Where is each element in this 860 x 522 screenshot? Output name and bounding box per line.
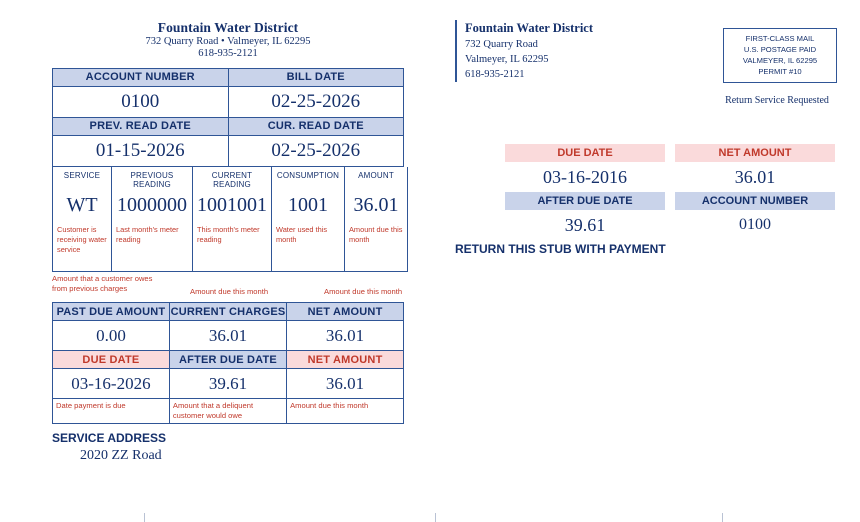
account-bill-date-table: [52, 68, 404, 167]
company-name: Fountain Water District: [157, 20, 299, 35]
stub-after-due-date-header: AFTER DUE DATE: [505, 192, 665, 210]
net-amount-value: 36.01: [287, 321, 404, 351]
mid-notes: [52, 274, 404, 302]
prev-read-date-value: 01-15-2026: [53, 135, 229, 166]
bottom-note-net-amount: Amount due this month: [290, 401, 369, 410]
due-date-value: 03-16-2026: [53, 369, 170, 399]
usage-note-service: Customer is receiving water service: [57, 225, 107, 255]
cur-read-date-header: CUR. READ DATE: [228, 117, 404, 135]
page-tick-mark-center: [435, 513, 436, 522]
net-amount2-value: 36.01: [287, 369, 404, 399]
company-header: [52, 20, 404, 61]
usage-value-service: WT: [66, 194, 98, 217]
usage-value-amount: 36.01: [353, 194, 399, 217]
stub-footer-text: RETURN THIS STUB WITH PAYMENT: [455, 242, 666, 256]
net-amount-header: NET AMOUNT: [287, 303, 404, 321]
due-date-header: DUE DATE: [53, 351, 170, 369]
stub-spacer: [665, 144, 675, 162]
usage-header-row: [53, 167, 408, 192]
mid-note-net-amount: Amount due this month: [324, 287, 403, 296]
postage-line2: U.S. POSTAGE PAID: [743, 45, 817, 54]
page-tick-mark-right: [722, 513, 723, 522]
usage-header-current-reading: [193, 167, 271, 192]
bottom-note-due-date: Date payment is due: [56, 401, 126, 410]
stub-net-amount-header: NET AMOUNT: [675, 144, 835, 162]
net-amount2-header: NET AMOUNT: [287, 351, 404, 369]
current-charges-header: CURRENT CHARGES: [169, 303, 286, 321]
postage-line1: FIRST-CLASS MAIL: [745, 34, 815, 43]
bill-date-header: BILL DATE: [228, 68, 404, 86]
bottom-note-after-due-date: Amount that a deliquent customer would owe: [172, 401, 254, 420]
stub-after-due-date-value: 39.61: [564, 214, 606, 235]
usage-header-current-reading-l1: CURRENT: [211, 170, 253, 180]
stub-account-number-header: ACCOUNT NUMBER: [675, 192, 835, 210]
stub-amount-table: [505, 144, 835, 240]
mid-note-past-due: Amount that a customer owes from previous charges: [52, 274, 153, 293]
postage-line3: VALMEYER, IL 62295: [742, 56, 818, 65]
usage-header-consumption: CONSUMPTION: [276, 170, 340, 180]
usage-note-previous-reading: Last month's meter reading: [116, 225, 179, 245]
usage-header-previous-reading-l1: PREVIOUS: [130, 170, 174, 180]
totals-table: [52, 302, 404, 424]
usage-note-consumption: Water used this month: [276, 225, 328, 245]
account-number-value: 0100: [53, 86, 229, 117]
company-address: 732 Quarry Road • Valmeyer, IL 62295: [145, 35, 311, 47]
bill-date-value: 02-25-2026: [228, 86, 404, 117]
service-address-label: SERVICE ADDRESS: [52, 430, 167, 445]
page-tick-mark-left: [144, 513, 145, 522]
usage-value-row: [53, 192, 408, 222]
usage-value-consumption: 1001: [288, 194, 328, 217]
stub-due-date-header: DUE DATE: [505, 144, 665, 162]
postage-line4: PERMIT #10: [758, 67, 802, 76]
usage-table: [52, 167, 408, 272]
stub-address-line2: Valmeyer, IL 62295: [465, 53, 549, 65]
service-address-value: 2020 ZZ Road: [80, 447, 162, 463]
after-due-date-value: 39.61: [169, 369, 286, 399]
stub-phone: 618-935-2121: [465, 68, 525, 80]
cur-read-date-value: 02-25-2026: [228, 135, 404, 166]
account-number-header: ACCOUNT NUMBER: [53, 68, 229, 86]
usage-header-previous-reading-l2: READING: [133, 179, 171, 189]
company-phone: 618-935-2121: [198, 48, 258, 60]
stub-due-date-value: 03-16-2016: [543, 166, 628, 187]
usage-note-current-reading: This month's meter reading: [197, 225, 260, 245]
usage-header-current-reading-l2: READING: [213, 179, 251, 189]
stub-net-amount-value: 36.01: [734, 166, 776, 187]
past-due-header: PAST DUE AMOUNT: [53, 303, 170, 321]
usage-value-previous-reading: 1000000: [117, 194, 187, 217]
prev-read-date-header: PREV. READ DATE: [53, 117, 229, 135]
stub-account-number-value: 0100: [738, 216, 771, 233]
usage-value-current-reading: 1001001: [197, 194, 267, 217]
current-charges-value: 36.01: [169, 321, 286, 351]
payment-stub-section: [455, 20, 835, 256]
after-due-date-header: AFTER DUE DATE: [169, 351, 286, 369]
usage-header-service: SERVICE: [63, 170, 101, 180]
usage-note-amount: Amount due this month: [349, 225, 403, 245]
bill-main-section: [52, 20, 404, 464]
past-due-value: 0.00: [53, 321, 170, 351]
stub-company-name: Fountain Water District: [465, 21, 594, 35]
postage-indicia-box: [723, 28, 837, 83]
usage-note-row: [53, 222, 408, 271]
usage-header-amount: AMOUNT: [358, 170, 394, 180]
stub-address-line1: 732 Quarry Road: [465, 38, 538, 50]
usage-header-previous-reading: [112, 167, 192, 192]
return-service-requested: Return Service Requested: [725, 95, 829, 106]
mid-note-current-charges: Amount due this month: [190, 287, 269, 296]
